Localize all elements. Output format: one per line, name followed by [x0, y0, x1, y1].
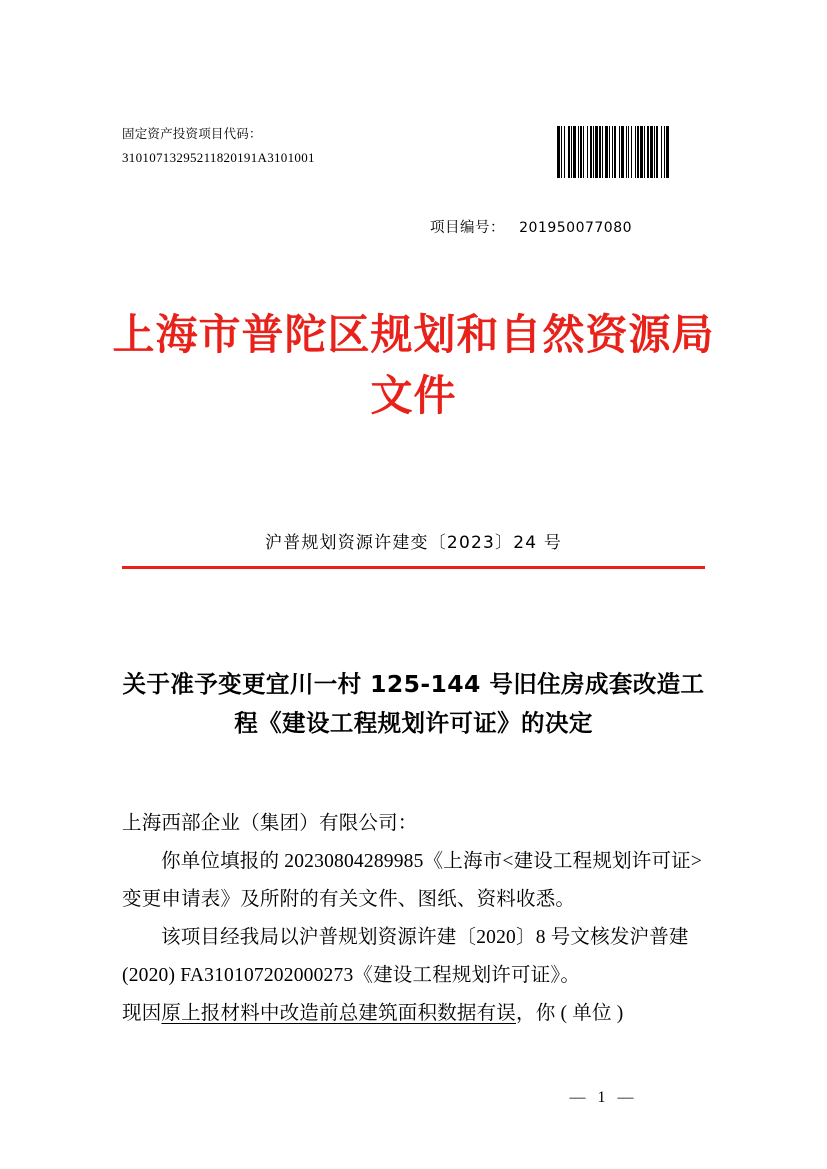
body-paragraph-3	[122, 995, 707, 1033]
project-number-value: 201950077080	[519, 220, 633, 236]
document-body	[122, 805, 707, 1033]
body-addressee: 上海西部企业（集团）有限公司：	[122, 813, 418, 834]
body-paragraph-3-suffix: ，你 ( 单位 )	[516, 1003, 624, 1025]
body-paragraph-2: 该项目经我局以沪普规划资源许建〔2020〕8 号文核发沪普建 (2020) FA310107202000273《建设工程规划许可证》。	[122, 927, 689, 987]
barcode	[557, 126, 705, 178]
page-number-value: — 1 —	[569, 1089, 638, 1106]
document-number: 沪普规划资源许建变〔2023〕24 号	[264, 533, 563, 553]
page-number	[0, 1089, 827, 1107]
fixed-asset-code-label: 固定资产投资项目代码：	[122, 126, 262, 141]
body-paragraph-3-prefix: 现因	[122, 1003, 162, 1025]
page-title	[0, 305, 827, 427]
page-title-line2: 文件	[370, 370, 457, 420]
body-paragraph-1: 你单位填报的 20230804289985《上海市<建设工程规划许可证>变更申请表》及所附的有关文件、图纸、资料收悉。	[122, 851, 703, 911]
fixed-asset-code-value: 31010713295211820191A3101001	[122, 149, 315, 165]
red-divider	[122, 566, 705, 569]
project-number-label: 项目编号：	[430, 220, 505, 236]
fixed-asset-code-block	[122, 122, 452, 170]
project-number	[430, 216, 720, 237]
page-title-line1: 上海市普陀区规划和自然资源局	[112, 310, 715, 359]
document-subject: 关于准予变更宜川一村 125-144 号旧住房成套改造工程《建设工程规划许可证》的决定	[122, 670, 705, 737]
body-paragraph-3-field: 原上报材料中改造前总建筑面积数据有误	[161, 1003, 517, 1025]
